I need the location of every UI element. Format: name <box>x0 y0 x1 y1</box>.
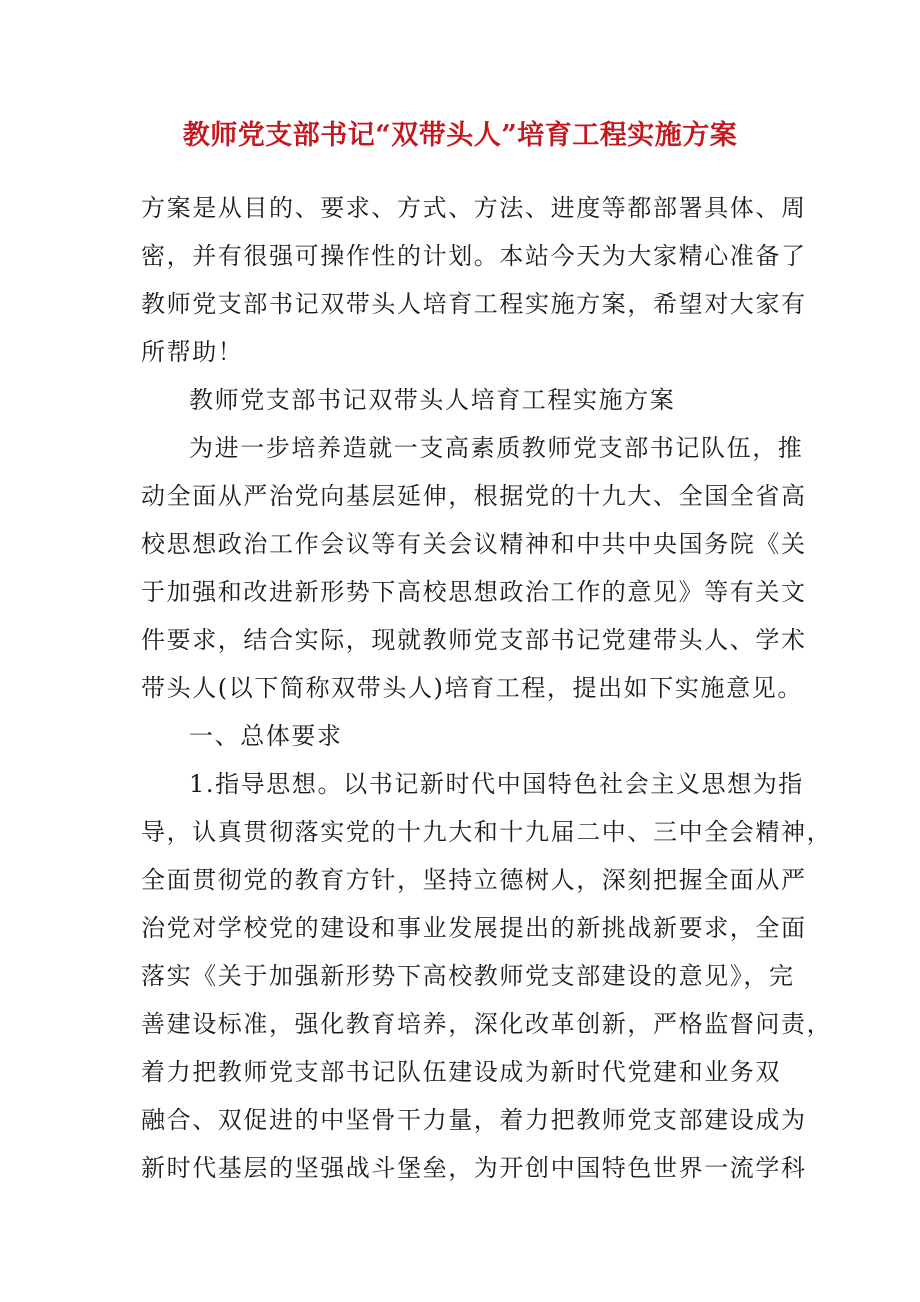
paragraph-line: 善建设标准，强化教育培养，深化改革创新，严格监督问责， <box>141 1010 833 1038</box>
paragraph-line: 带头人(以下简称双带头人)培育工程，提出如下实施意见。 <box>141 674 803 702</box>
paragraph-line: 落实《关于加强新形势下高校教师党支部建设的意见》，完 <box>141 962 795 990</box>
paragraph-line: 教师党支部书记双带头人培育工程实施方案，希望对大家有 <box>141 290 807 318</box>
paragraph-line: 件要求，结合实际，现就教师党支部书记党建带头人、学术 <box>141 626 807 654</box>
paragraph-line: 导，认真贯彻落实党的十九大和十九届二中、三中全会精神， <box>141 818 833 846</box>
paragraph-line: 所帮助！ <box>141 338 244 366</box>
paragraph-line: 方案是从目的、要求、方式、方法、进度等都部署具体、周 <box>141 194 807 222</box>
paragraph-line: 密，并有很强可操作性的计划。本站今天为大家精心准备了 <box>141 242 807 270</box>
paragraph-line: 动全面从严治党向基层延伸，根据党的十九大、全国全省高 <box>141 482 807 510</box>
paragraph-line: 治党对学校党的建设和事业发展提出的新挑战新要求，全面 <box>141 914 807 942</box>
paragraph-line: 着力把教师党支部书记队伍建设成为新时代党建和业务双 <box>141 1058 781 1086</box>
section-heading: 一、总体要求 <box>189 722 343 750</box>
paragraph-line: 为进一步培养造就一支高素质教师党支部书记队伍，推 <box>189 434 804 462</box>
document-title: 教师党支部书记“双带头人”培育工程实施方案 <box>182 120 738 151</box>
paragraph-line: 融合、双促进的中坚骨干力量，着力把教师党支部建设成为 <box>141 1106 807 1134</box>
paragraph-line: 校思想政治工作会议等有关会议精神和中共中央国务院《关 <box>141 530 807 558</box>
paragraph-line: 1.指导思想。以书记新时代中国特色社会主义思想为指 <box>189 770 804 798</box>
paragraph-line: 全面贯彻党的教育方针，坚持立德树人，深刻把握全面从严 <box>141 866 807 894</box>
section-subtitle: 教师党支部书记双带头人培育工程实施方案 <box>189 386 676 414</box>
paragraph-line: 新时代基层的坚强战斗堡垒，为开创中国特色世界一流学科 <box>141 1154 807 1182</box>
paragraph-line: 于加强和改进新形势下高校思想政治工作的意见》等有关文 <box>141 578 807 606</box>
